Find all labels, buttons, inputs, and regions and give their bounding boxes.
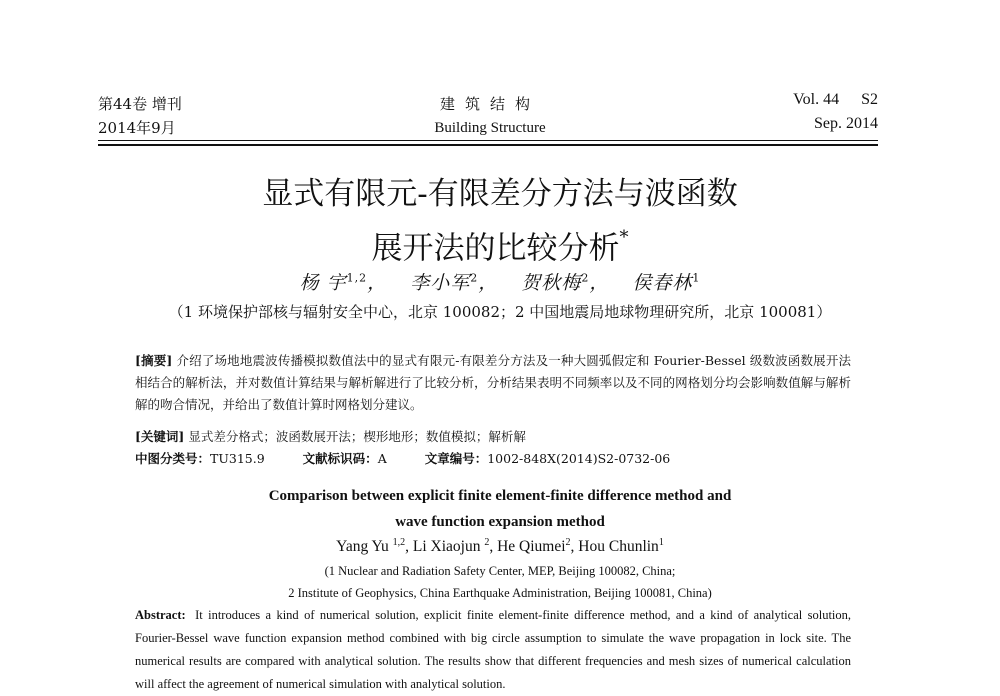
volume-supplement-cn: 第44卷 增刊	[98, 95, 182, 113]
header-rule-thin	[98, 140, 878, 141]
title-cn-line1: 显式有限元-有限差分方法与波函数	[262, 176, 738, 212]
volume-number: Vol. 44	[793, 91, 840, 108]
clc-value: TU315.9	[210, 451, 265, 466]
paper-title-cn	[0, 170, 1000, 272]
affiliation-en-1: (1 Nuclear and Radiation Safety Center, MEP, Beijing 100082, China;	[324, 564, 676, 578]
author-list-cn	[0, 268, 1000, 295]
journal-name-en: Building Structure	[434, 120, 546, 136]
author-en: Hou Chunlin$^1$	[578, 537, 664, 556]
issue-number: S2	[861, 91, 878, 108]
author-en: Yang Yu $^{1,2}$,	[336, 537, 413, 556]
author-cn: 侯春林$^1$	[632, 271, 701, 294]
affiliation-cn: （1 环境保护部核与辐射安全中心，北京 100082；2 中国地震局地球物理研究所，北京 100081）	[168, 303, 832, 321]
keywords-cn	[135, 426, 851, 448]
journal-name-cn: 建筑结构	[439, 95, 540, 113]
author-cn: 贺秋梅$^2$，	[521, 271, 610, 294]
doc-code-value: A	[377, 451, 387, 466]
classification-line	[135, 448, 704, 470]
affiliation-en-2: 2 Institute of Geophysics, China Earthquake Administration, Beijing 100081, China)	[288, 586, 712, 600]
date-cn: 2014年9月	[98, 119, 176, 137]
doc-code-label: 文献标识码：	[302, 451, 378, 466]
abstract-cn-text: 介绍了场地地震波传播模拟数值法中的显式有限元-有限差分方法及一种大圆弧假定和 Fourier-Bessel 级数波函数展开法相结合的解析法，并对数值计算结果与解析解进行了比较分析，分析结果表明不同频率以及不同的网格划分均会影响数值解与解析解的吻合情况，并给出了数值计算时网格划分建议。	[135, 353, 851, 412]
abstract-en-text: It introduces a kind of numerical solution, explicit finite element-finite difference method, and a kind of analytical solution, Fourier-Bessel wave function expansion method combined with big circle assumption to simulate the wave propagation in lock site. The numerical results are compared with analytical solution. The results show that different frequencies and mesh sizes of numerical calculation will affect the agreement of numerical simulation with analytical solution.	[135, 608, 852, 691]
article-number-value: 1002-848X(2014)S2-0732-06	[487, 451, 671, 466]
title-en-line2: wave function expansion method	[395, 514, 605, 530]
article-number-label: 文章编号：	[424, 451, 488, 466]
header-rule-thick	[98, 144, 878, 146]
abstract-en-label: Abstract:	[135, 608, 186, 622]
keywords-cn-text: 显式差分格式；波函数展开法；楔形地形；数值模拟；解析解	[188, 429, 526, 444]
keywords-cn-label: [关键词]	[135, 429, 185, 444]
funding-mark: *	[619, 227, 629, 248]
author-cn: 杨 宇$^{1,2}$，	[299, 271, 388, 294]
abstract-cn	[135, 350, 851, 416]
author-list-en	[0, 537, 1000, 556]
abstract-cn-label: [摘要]	[135, 353, 173, 368]
journal-issue-info	[98, 92, 182, 140]
author-cn: 李小军$^2$，	[410, 271, 499, 294]
abstract-en	[135, 604, 851, 696]
paper-title-en	[0, 483, 1000, 535]
journal-name	[390, 92, 590, 140]
title-cn-line2: 展开法的比较分析	[371, 230, 620, 267]
clc-label: 中图分类号：	[135, 451, 211, 466]
title-en-line1: Comparison between explicit finite element-finite difference method and	[268, 488, 732, 504]
author-en: Li Xiaojun $^2$,	[412, 537, 498, 556]
issue-date: Sep. 2014	[814, 115, 878, 132]
volume-info-en	[793, 88, 878, 136]
author-en: He Qiumei$^2$,	[497, 537, 579, 556]
